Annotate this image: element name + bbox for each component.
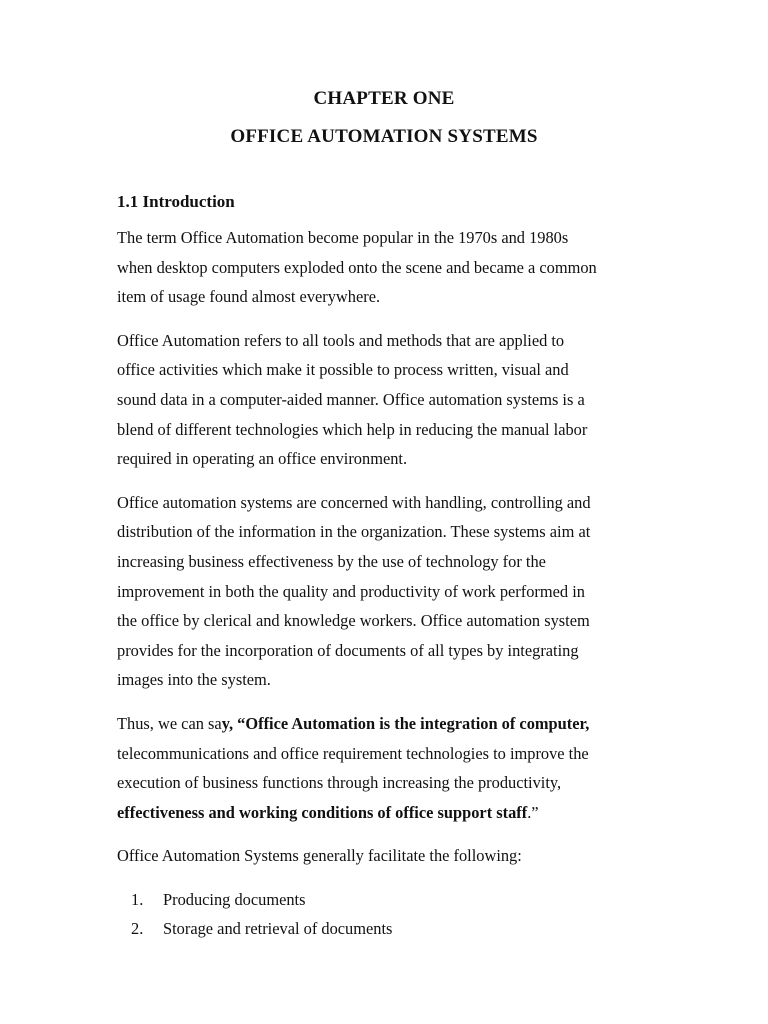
facilitation-list xyxy=(117,885,657,944)
paragraph-5 xyxy=(117,841,657,871)
paragraph-line: distribution of the information in the organization. These systems aim at xyxy=(117,522,591,542)
list-item xyxy=(117,885,657,915)
paragraph-line: Office automation systems are concerned with handling, controlling and xyxy=(117,492,591,512)
quote-close: .” xyxy=(527,802,539,822)
paragraph-line: office activities which make it possible to process written, visual and xyxy=(117,360,569,380)
paragraph-2 xyxy=(117,326,657,474)
section-heading: 1.1 Introduction xyxy=(117,192,235,211)
paragraph-line: Office Automation Systems generally facilitate the following: xyxy=(117,846,522,866)
paragraph-line: the office by clerical and knowledge workers. Office automation system xyxy=(117,611,590,631)
paragraph-line: telecommunications and office requirement technologies to improve the xyxy=(117,743,589,763)
chapter-title: OFFICE AUTOMATION SYSTEMS xyxy=(230,126,538,147)
document-body xyxy=(117,223,657,944)
list-item xyxy=(117,914,657,944)
quote-bold-end: effectiveness and working conditions of office support staff xyxy=(117,802,528,822)
paragraph-1 xyxy=(117,223,657,312)
paragraph-line: item of usage found almost everywhere. xyxy=(117,287,381,307)
paragraph-line: when desktop computers exploded onto the scene and became a common xyxy=(117,257,597,277)
list-item-number: 2. xyxy=(131,919,144,939)
paragraph-3 xyxy=(117,488,657,695)
paragraph-line: required in operating an office environment. xyxy=(117,449,408,469)
quote-lead-in: Thus, we can sa xyxy=(117,713,222,733)
paragraph-4-quote xyxy=(117,709,657,827)
paragraph-line: increasing business effectiveness by the use of technology for the xyxy=(117,551,546,571)
paragraph-line: blend of different technologies which help in reducing the manual labor xyxy=(117,419,588,439)
paragraph-line: provides for the incorporation of documents of all types by integrating xyxy=(117,640,579,660)
paragraph-line xyxy=(117,709,657,739)
paragraph-line: sound data in a computer-aided manner. Office automation systems is a xyxy=(117,389,585,409)
list-item-number: 1. xyxy=(131,889,144,909)
quote-bold-start: y, “Office Automation is the integration of computer, xyxy=(221,713,590,733)
chapter-label: CHAPTER ONE xyxy=(313,88,455,109)
paragraph-line: execution of business functions through increasing the productivity, xyxy=(117,773,562,793)
paragraph-line xyxy=(117,798,657,828)
list-item-text: Storage and retrieval of documents xyxy=(163,919,393,939)
paragraph-line: improvement in both the quality and productivity of work performed in xyxy=(117,581,585,601)
paragraph-line: The term Office Automation become popular in the 1970s and 1980s xyxy=(117,228,569,247)
paragraph-line: images into the system. xyxy=(117,670,271,690)
list-item-text: Producing documents xyxy=(163,889,306,909)
paragraph-line: Office Automation refers to all tools and methods that are applied to xyxy=(117,330,565,350)
